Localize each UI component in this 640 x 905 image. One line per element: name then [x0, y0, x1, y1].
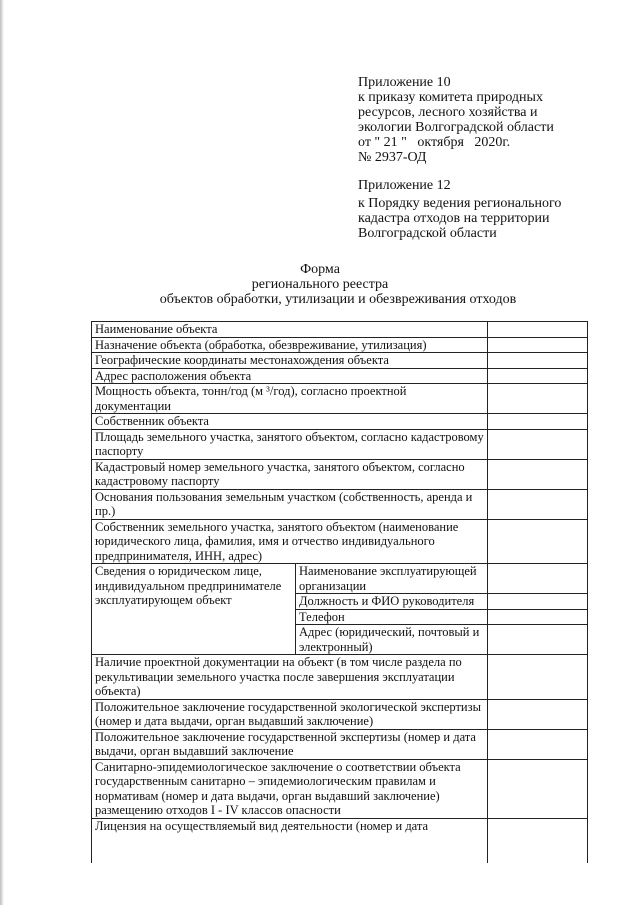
appendix-12-line: Приложение 12: [358, 178, 451, 193]
table-row: [92, 384, 588, 414]
row-label: Лицензия на осуществляемый вид деятельности (номер и дата: [92, 818, 488, 863]
form-title: [0, 262, 640, 307]
table-row: [92, 564, 588, 594]
row-label: Назначение объекта (обработка, обезвреживание, утилизация): [92, 337, 488, 353]
table-row: [92, 759, 588, 818]
row-label: Мощность объекта, тонн/год (м ³/год), согласно проектной документации: [92, 384, 488, 414]
operator-sub-label: Наименование эксплуатирующей организации: [296, 564, 488, 594]
value-cell[interactable]: [488, 655, 588, 700]
row-label: Собственник земельного участка, занятого объектом (наименование юридического лица, фамилия, имя и отчество индивидуального предпринимателя, ИНН, адрес): [92, 519, 488, 564]
operator-group-label: Сведения о юридическом лице, индивидуальном предпринимателе эксплуатирующем объект: [92, 564, 296, 655]
value-cell[interactable]: [488, 368, 588, 384]
form-title-line: объектов обработки, утилизации и обезвреживания отходов: [159, 292, 517, 307]
appendix-10-line: Приложение 10: [358, 75, 451, 90]
table-row: [92, 519, 588, 564]
row-label: Основания пользования земельным участком (собственность, аренда и пр.): [92, 489, 488, 519]
table-row: [92, 322, 588, 338]
value-cell[interactable]: [488, 818, 588, 863]
appendix-12-line: к Порядку ведения регионального: [358, 196, 562, 211]
row-label: Положительное заключение государственной экспертизы (номер и дата выдачи, орган выдавший заключение: [92, 729, 488, 759]
value-cell[interactable]: [488, 459, 588, 489]
value-cell[interactable]: [488, 625, 588, 655]
appendix-12-block: [358, 178, 628, 241]
value-cell[interactable]: [488, 594, 588, 610]
scan-edge-shadow: [0, 0, 4, 905]
table-row: [92, 818, 588, 863]
table-row: [92, 729, 588, 759]
table-row: [92, 699, 588, 729]
value-cell[interactable]: [488, 729, 588, 759]
value-cell[interactable]: [488, 337, 588, 353]
operator-sub-label: Адрес (юридический, почтовый и электронный): [296, 625, 488, 655]
value-cell[interactable]: [488, 489, 588, 519]
row-label: Географические координаты местонахождения объекта: [92, 353, 488, 369]
table-row: [92, 337, 588, 353]
table-row: [92, 353, 588, 369]
value-cell[interactable]: [488, 353, 588, 369]
form-title-line: Форма: [300, 262, 340, 277]
value-cell[interactable]: [488, 564, 588, 594]
appendix-10-line: экологии Волгоградской области: [358, 120, 554, 135]
table-row: [92, 655, 588, 700]
table-row: [92, 459, 588, 489]
operator-sub-label: Телефон: [296, 609, 488, 625]
table-row: [92, 368, 588, 384]
row-label: Наименование объекта: [92, 322, 488, 338]
value-cell[interactable]: [488, 519, 588, 564]
appendix-12-line: Волгоградской области: [358, 226, 497, 241]
form-title-line: регионального реестра: [251, 277, 389, 292]
appendix-10-line: от " 21 " октября 2020г.: [358, 135, 511, 150]
value-cell[interactable]: [488, 759, 588, 818]
row-label: Наличие проектной документации на объект (в том числе раздела по рекультивации земельного участка после завершения эксплуатации объекта): [92, 655, 488, 700]
value-cell[interactable]: [488, 609, 588, 625]
value-cell[interactable]: [488, 384, 588, 414]
row-label: Кадастровый номер земельного участка, занятого объектом, согласно кадастровому паспорту: [92, 459, 488, 489]
value-cell[interactable]: [488, 322, 588, 338]
value-cell[interactable]: [488, 699, 588, 729]
appendix-10-block: [358, 75, 628, 165]
row-label: Положительное заключение государственной экологической экспертизы (номер и дата выдачи, орган выдавший заключение): [92, 699, 488, 729]
appendix-10-line: № 2937-ОД: [358, 150, 427, 165]
appendix-10-line: ресурсов, лесного хозяйства и: [358, 105, 538, 120]
row-label: Адрес расположения объекта: [92, 368, 488, 384]
table-row: [92, 414, 588, 430]
row-label: Площадь земельного участка, занятого объектом, согласно кадастровому паспорту: [92, 429, 488, 459]
value-cell[interactable]: [488, 414, 588, 430]
row-label: Собственник объекта: [92, 414, 488, 430]
appendix-10-line: к приказу комитета природных: [358, 90, 543, 105]
row-label: Санитарно-эпидемиологическое заключение о соответствии объекта государственным санитарно – эпидемиологическим правилам и нормативам (номер и дата выдачи, орган выдавший заключение) размещению отходов I - IV классов опасности: [92, 759, 488, 818]
operator-sub-label: Должность и ФИО руководителя: [296, 594, 488, 610]
value-cell[interactable]: [488, 429, 588, 459]
table-row: [92, 429, 588, 459]
registry-form-table: [91, 321, 588, 863]
table-row: [92, 489, 588, 519]
appendix-12-line: кадастра отходов на территории: [358, 211, 550, 226]
